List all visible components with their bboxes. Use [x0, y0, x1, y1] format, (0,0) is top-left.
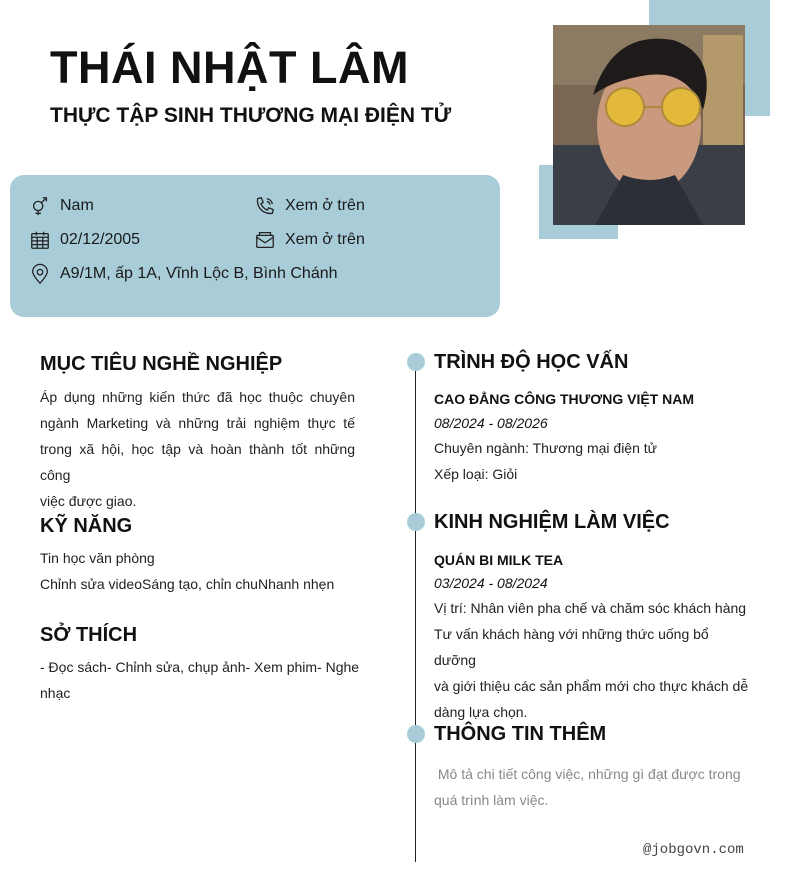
objective-heading: MỤC TIÊU NGHỀ NGHIỆP: [40, 353, 283, 375]
timeline-dot-additional: [407, 725, 425, 743]
education-grade: Xếp loại: Giỏi: [434, 466, 518, 482]
gender-icon: [29, 195, 51, 217]
job-title: THỰC TẬP SINH THƯƠNG MẠI ĐIỆN TỬ: [50, 104, 452, 127]
timeline-line: [415, 360, 416, 862]
education-period: 08/2024 - 08/2026: [434, 415, 548, 431]
skills-text: Tin học văn phòng Chỉnh sửa videoSáng tạo, chỉn chuNhanh nhẹn: [40, 550, 335, 592]
education-major: Chuyên ngành: Thương mại điện tử: [434, 440, 658, 456]
education-heading: TRÌNH ĐỘ HỌC VẤN: [434, 351, 629, 373]
additional-text: Mô tả chi tiết công việc, những gì đạt được trong quá trình làm việc.: [434, 766, 741, 808]
contact-email: Xem ở trên: [254, 229, 365, 251]
additional-heading: THÔNG TIN THÊM: [434, 723, 607, 745]
skills-heading: KỸ NĂNG: [40, 515, 133, 537]
education-school: CAO ĐẲNG CÔNG THƯƠNG VIỆT NAM: [434, 391, 694, 407]
calendar-icon: [29, 229, 51, 251]
watermark: @jobgovn.com: [643, 842, 744, 858]
candidate-name: THÁI NHẬT LÂM: [50, 42, 409, 93]
contact-gender: Nam: [29, 195, 94, 217]
contact-phone: Xem ở trên: [254, 195, 365, 217]
location-icon: [29, 263, 51, 285]
timeline-dot-education: [407, 353, 425, 371]
contact-birthdate: 02/12/2005: [29, 229, 140, 251]
hobbies-text: - Đọc sách- Chỉnh sửa, chụp ảnh- Xem phim- Nghe nhạc: [40, 659, 360, 701]
experience-details: Vị trí: Nhân viên pha chế và chăm sóc khách hàng Tư vấn khách hàng với những thức uống bổ dưỡng và giới thiệu các sản phẩm mới cho thực khách dễ dàng lựa chọn.: [434, 600, 749, 720]
phone-icon: [254, 195, 276, 217]
profile-photo: [553, 25, 745, 225]
experience-period: 03/2024 - 08/2024: [434, 575, 548, 591]
email-icon: [254, 229, 276, 251]
hobbies-heading: SỞ THÍCH: [40, 624, 138, 646]
contact-address: A9/1M, ấp 1A, Vĩnh Lộc B, Bình Chánh: [29, 263, 338, 285]
objective-text: Áp dụng những kiến thức đã học thuộc chuyên ngành Marketing và những trải nghiệm thực tế trong xã hội, học tập và hoàn thành tốt những công việc được giao.: [40, 389, 355, 509]
experience-heading: KINH NGHIỆM LÀM VIỆC: [434, 511, 670, 533]
timeline-dot-experience: [407, 513, 425, 531]
experience-company: QUÁN BI MILK TEA: [434, 552, 564, 568]
